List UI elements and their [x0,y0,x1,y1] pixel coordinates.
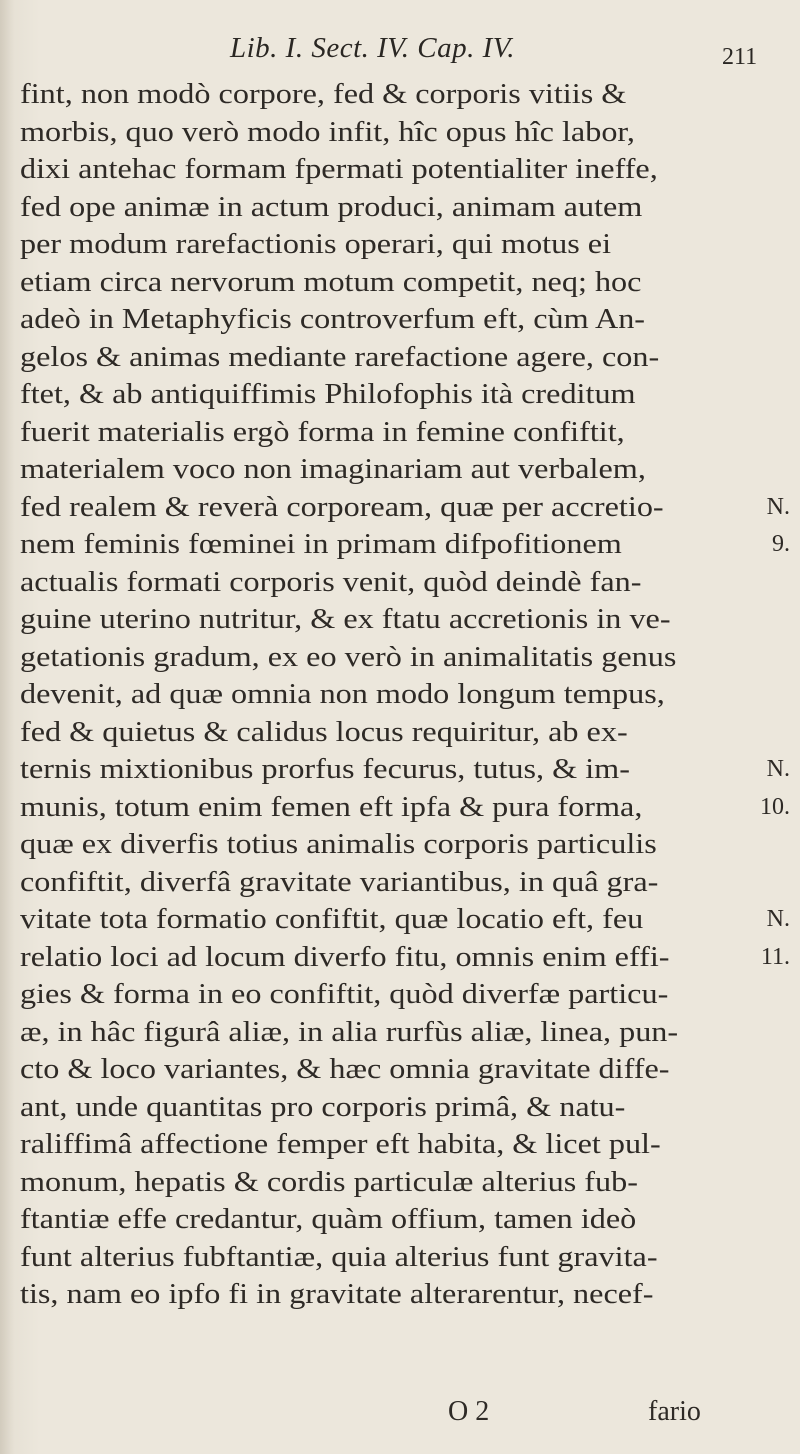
text-line [20,339,790,377]
line-text: cto & loco variantes, & hæc omnia gravitate diffe- [20,1054,670,1085]
text-line [20,1014,790,1052]
line-text: vitate tota formatio confiftit, quæ locatio eft, feu [20,904,644,935]
text-line [20,676,790,714]
margin-marker: 10. [760,793,790,820]
margin-marker: N. [766,906,790,932]
text-line [20,226,790,264]
line-text: ant, unde quantitas pro corporis primâ, & natu- [20,1091,626,1123]
text-line [20,1089,790,1127]
body-text [20,76,790,1314]
line-text: quæ ex diverfis totius animalis corporis particulis [20,829,657,860]
line-text: monum, hepatis & cordis particulæ alterius fub- [20,1166,638,1198]
line-text: gelos & animas mediante rarefactione agere, con- [20,341,660,373]
text-line [20,976,790,1014]
line-text: devenit, ad quæ omnia non modo longum tempus, [20,679,665,710]
text-line [20,151,790,189]
margin-marker: N. [766,756,790,782]
text-line [20,414,790,452]
line-text: ftet, & ab antiquiffimis Philofophis ità creditum [20,379,636,410]
catchword: fario [648,1396,701,1427]
line-text: nem feminis fœminei in primam difpofitionem [20,529,622,560]
line-text: gies & forma in eo confiftit, quòd diverfæ particu- [20,979,669,1010]
footer-row [0,1396,800,1432]
line-text: fed ope animæ in actum produci, animam autem [20,191,643,223]
text-line [20,1201,790,1239]
text-line [20,826,790,864]
text-line [20,489,790,527]
margin-marker: N. [766,493,790,520]
text-line [20,76,790,114]
line-text: fed realem & reverà corpoream, quæ per accretio- [20,491,664,523]
line-text: raliffimâ affectione femper eft habita, & licet pul- [20,1129,661,1160]
margin-marker: 11. [760,943,790,970]
line-text: per modum rarefactionis operari, qui motus ei [20,229,612,260]
text-line [20,1164,790,1202]
signature-mark: O 2 [448,1396,490,1427]
text-line [20,114,790,152]
text-line [20,789,790,827]
line-text: actualis formati corporis venit, quòd deindè fan- [20,566,642,598]
line-text: æ, in hâc figurâ aliæ, in alia rurfùs aliæ, linea, pun- [20,1016,679,1048]
line-text: confiftit, diverfâ gravitate variantibus, in quâ gra- [20,866,659,898]
line-text: morbis, quo verò modo infit, hîc opus hîc labor, [20,116,635,148]
page-number: 211 [722,44,758,70]
line-text: dixi antehac formam fpermati potentialiter ineffe, [20,154,658,185]
text-line [20,564,790,602]
text-line [20,1126,790,1164]
line-text: tis, nam eo ipfo fi in gravitate alterarentur, necef- [20,1279,654,1310]
text-line [20,451,790,489]
line-text: materialem voco non imaginariam aut verbalem, [20,454,646,485]
line-text: funt alterius fubftantiæ, quia alterius funt gravita- [20,1241,658,1273]
text-line [20,376,790,414]
text-line [20,526,790,564]
margin-marker: 9. [772,531,790,557]
line-text: munis, totum enim femen eft ipfa & pura forma, [20,791,643,823]
line-text: guine uterino nutritur, & ex ftatu accretionis in ve- [20,604,671,635]
text-line [20,601,790,639]
line-text: fint, non modò corpore, fed & corporis vitiis & [20,79,627,110]
text-line [20,264,790,302]
text-line [20,939,790,977]
line-text: ternis mixtionibus prorfus fecurus, tutus, & im- [20,754,630,785]
running-head: Lib. I. Sect. IV. Cap. IV. [230,32,516,64]
text-line [20,901,790,939]
line-text: ftantiæ effe credantur, quàm offium, tamen ideò [20,1204,637,1235]
line-text: adeò in Metaphyficis controverfum eft, cùm An- [20,304,646,335]
text-line [20,751,790,789]
line-text: getationis gradum, ex eo verò in animalitatis genus [20,641,677,673]
line-text: fuerit materialis ergò forma in femine confiftit, [20,416,625,448]
text-line [20,1276,790,1314]
text-line [20,301,790,339]
text-line [20,1239,790,1277]
text-line [20,1051,790,1089]
text-line [20,639,790,677]
line-text: etiam circa nervorum motum competit, neq; hoc [20,266,642,298]
text-line [20,189,790,227]
text-line [20,864,790,902]
line-text: relatio loci ad locum diverfo fitu, omnis enim effi- [20,941,670,973]
text-line [20,714,790,752]
line-text: fed & quietus & calidus locus requiritur, ab ex- [20,716,628,748]
